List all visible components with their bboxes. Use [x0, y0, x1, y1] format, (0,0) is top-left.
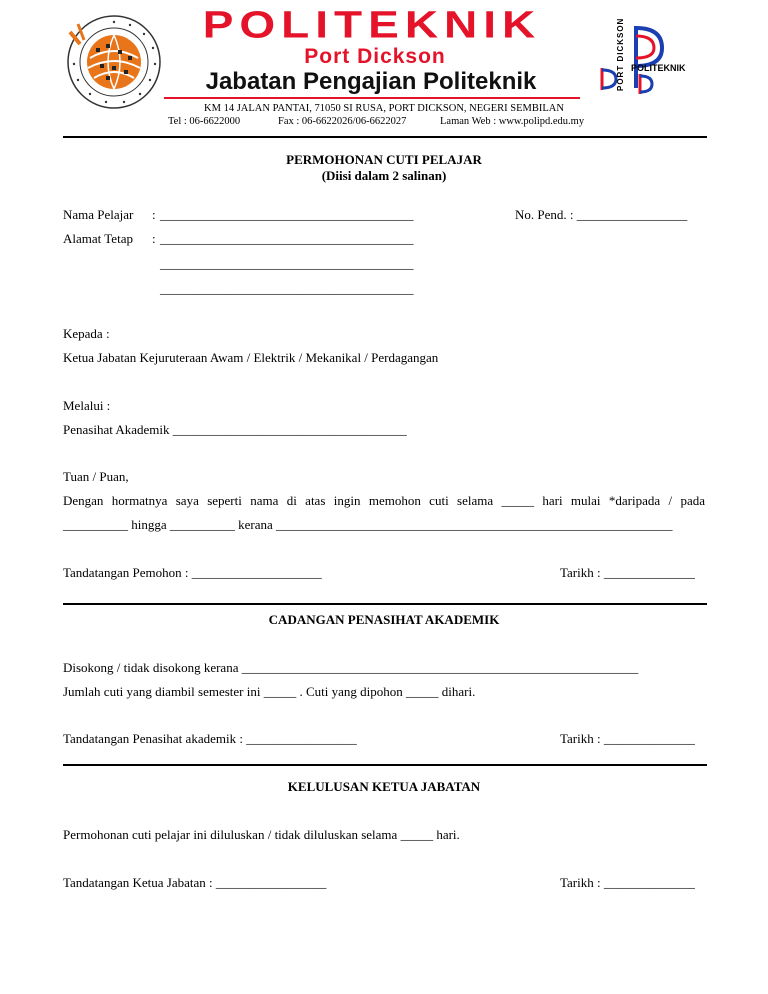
- brand-politeknik: POLITEKNIK: [202, 3, 542, 46]
- ministry-seal-logo: [66, 14, 162, 110]
- brand-department: Jabatan Pengajian Politeknik: [205, 68, 537, 95]
- polipd-logo: [590, 18, 706, 98]
- body-line-2[interactable]: __________ hingga __________ kerana _____________________________________________________________: [63, 517, 673, 532]
- nama-colon: :: [152, 207, 156, 222]
- header-divider: [63, 136, 707, 138]
- kelulusan-field[interactable]: Permohonan cuti pelajar ini diluluskan / tidak diluluskan selama _____ hari.: [63, 827, 460, 842]
- address-line: KM 14 JALAN PANTAI, 71050 SI RUSA, PORT DICKSON, NEGERI SEMBILAN: [204, 103, 564, 114]
- alamat-field-1[interactable]: _______________________________________: [160, 231, 414, 246]
- section-divider-2: [63, 764, 707, 766]
- tarikh-ketua-field[interactable]: Tarikh : ______________: [560, 875, 695, 890]
- no-pend-field[interactable]: No. Pend. : _________________: [515, 207, 688, 222]
- disokong-field[interactable]: Disokong / tidak disokong kerana _____________________________________________________________: [63, 660, 639, 675]
- logo-politeknik-text: POLITEKNIK: [631, 63, 686, 73]
- tandatangan-ketua-field[interactable]: Tandatangan Ketua Jabatan : _________________: [63, 875, 327, 890]
- brand-underline: [164, 97, 580, 99]
- salutation: Tuan / Puan,: [63, 469, 129, 484]
- tarikh-penasihat-field[interactable]: Tarikh : ______________: [560, 731, 695, 746]
- contact-line: [168, 116, 584, 127]
- melalui-label: Melalui :: [63, 398, 111, 413]
- nama-label: Nama Pelajar: [63, 207, 134, 222]
- alamat-field-2[interactable]: _______________________________________: [160, 256, 414, 271]
- form-subtitle: (Diisi dalam 2 salinan): [321, 168, 447, 183]
- alamat-label: Alamat Tetap: [63, 231, 133, 246]
- tandatangan-pemohon-field[interactable]: Tandatangan Pemohon : ____________________: [63, 565, 322, 580]
- kepada-label: Kepada :: [63, 326, 110, 341]
- logo-port-dickson-text: PORT DICKSON: [616, 17, 625, 91]
- nama-field[interactable]: _______________________________________: [160, 207, 414, 222]
- alamat-colon: :: [152, 231, 156, 246]
- section2-heading: CADANGAN PENASIHAT AKADEMIK: [268, 612, 500, 627]
- fax-text: Fax : 06-6622026/06-6622027: [278, 116, 407, 127]
- penasihat-akademik-field[interactable]: Penasihat Akademik ____________________________________: [63, 422, 407, 437]
- form-title: PERMOHONAN CUTI PELAJAR: [286, 152, 482, 167]
- tarikh-pemohon-field[interactable]: Tarikh : ______________: [560, 565, 695, 580]
- alamat-field-3[interactable]: _______________________________________: [160, 281, 414, 296]
- section3-heading: KELULUSAN KETUA JABATAN: [287, 779, 481, 794]
- jumlah-cuti-field[interactable]: Jumlah cuti yang diambil semester ini _____ . Cuti yang dipohon _____ dihari.: [63, 684, 476, 699]
- tel-text: Tel : 06-6622000: [168, 116, 241, 127]
- ketua-jabatan-text: Ketua Jabatan Kejuruteraan Awam / Elektrik / Mekanikal / Perdagangan: [63, 350, 439, 365]
- section-divider-1: [63, 603, 707, 605]
- web-text: Laman Web : www.polipd.edu.my: [440, 116, 585, 127]
- brand-port-dickson: Port Dickson: [304, 45, 446, 68]
- tandatangan-penasihat-field[interactable]: Tandatangan Penasihat akademik : _________________: [63, 731, 357, 746]
- body-line-1: Dengan hormatnya saya seperti nama di atas ingin memohon cuti selama _____ hari mulai *daripada / pada: [63, 493, 705, 508]
